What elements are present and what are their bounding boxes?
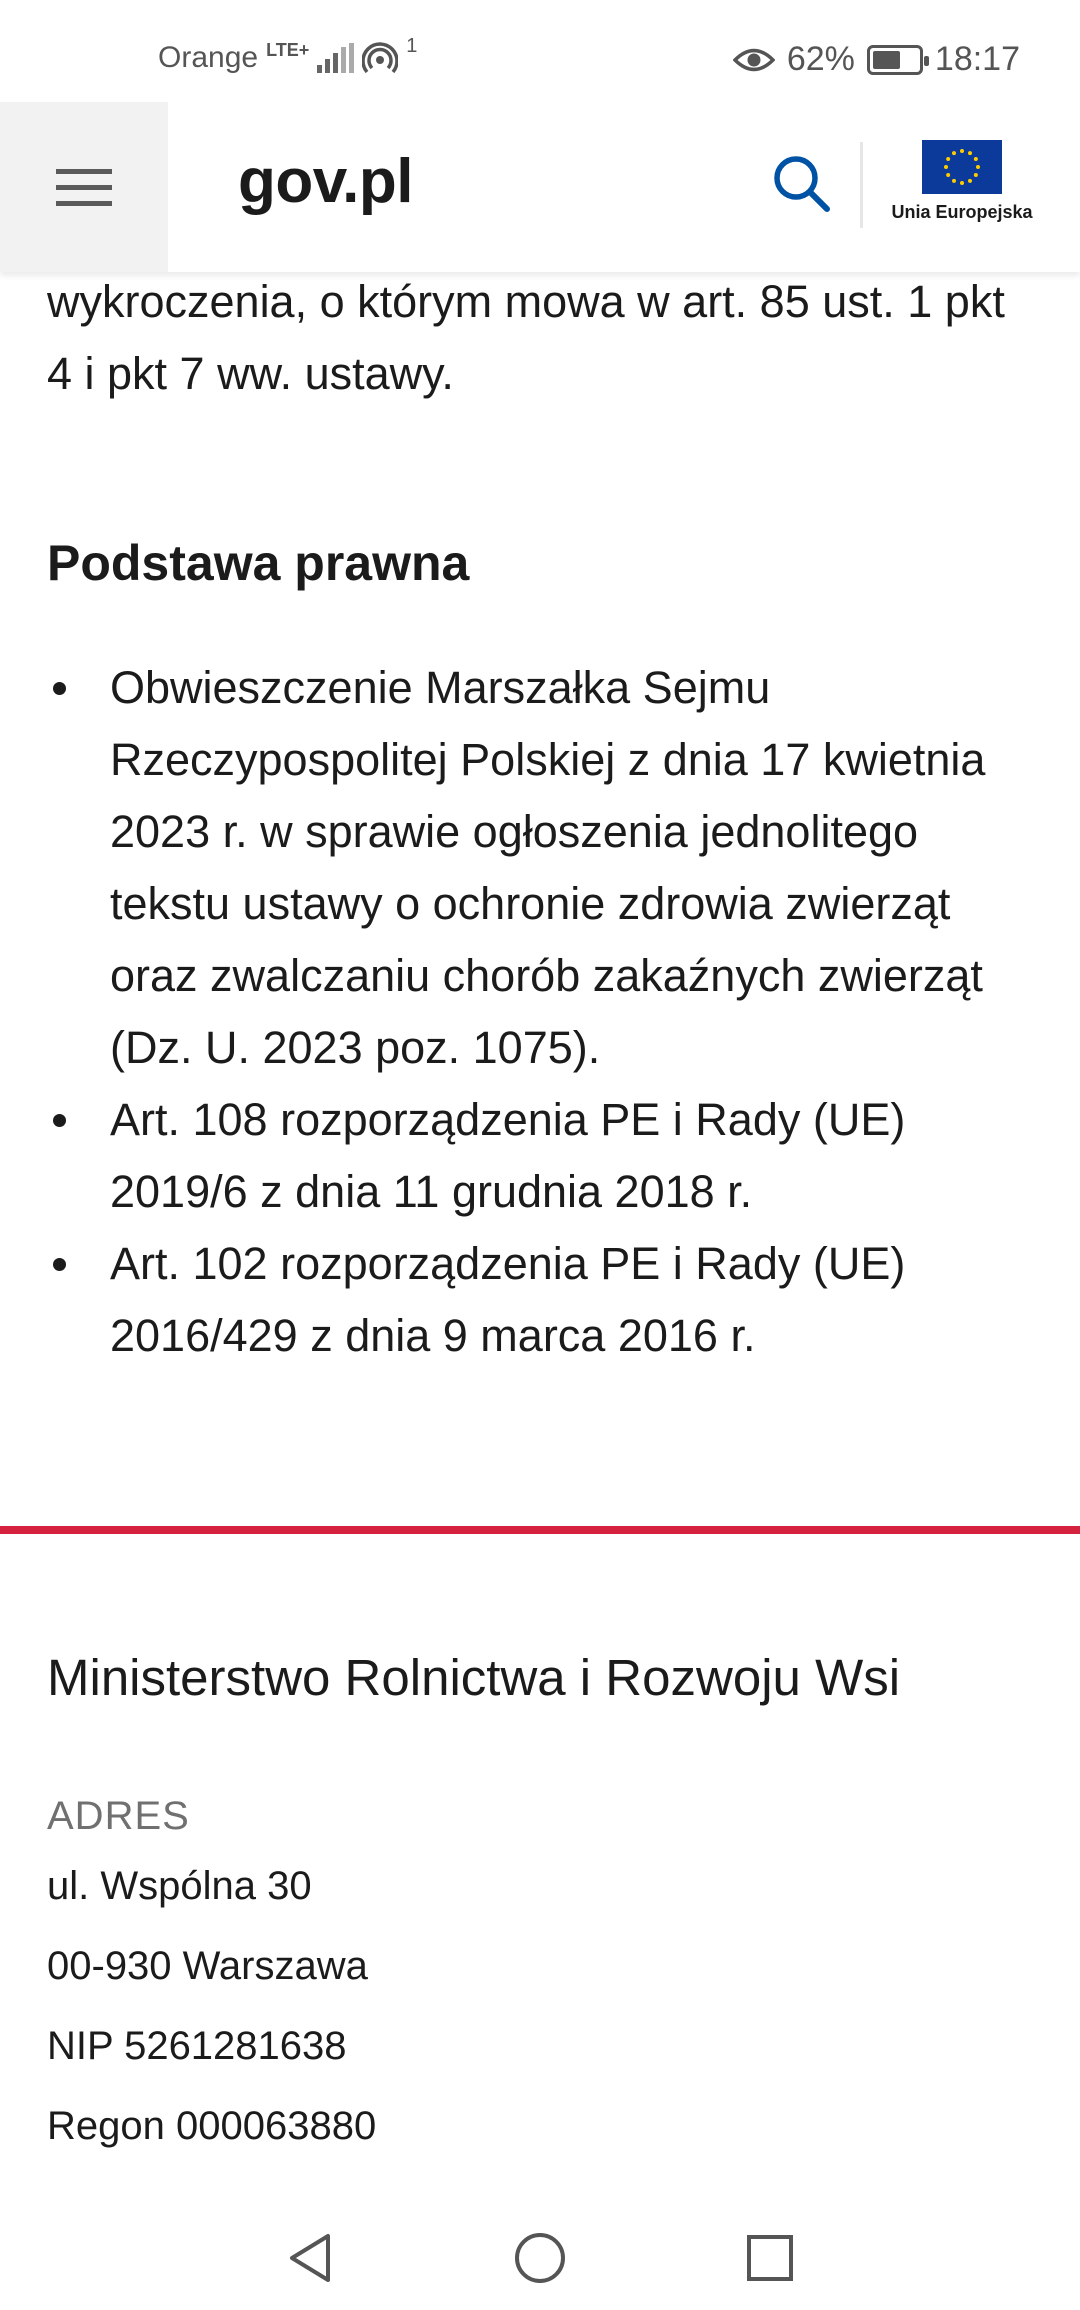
eu-star xyxy=(974,173,978,177)
address-street: ul. Wspólna 30 xyxy=(47,1864,312,1908)
eu-star xyxy=(968,179,972,183)
status-right xyxy=(733,40,1020,79)
site-logo[interactable]: gov.pl xyxy=(238,147,413,216)
eu-star xyxy=(944,165,948,169)
footer-divider xyxy=(0,1526,1080,1534)
hamburger-icon xyxy=(56,169,112,174)
eu-star xyxy=(960,181,964,185)
eu-star xyxy=(952,179,956,183)
eu-star xyxy=(946,157,950,161)
carrier-name: Orange xyxy=(158,41,259,74)
paragraph-tail xyxy=(47,266,1037,410)
status-bar xyxy=(0,0,1080,102)
list-item: Art. 102 rozporządzenia PE i Rady (UE) 2016/429 z dnia 9 marca 2016 r. xyxy=(47,1228,1037,1372)
eu-star xyxy=(976,165,980,169)
eu-logo[interactable] xyxy=(888,140,1036,223)
address-city: 00-930 Warszawa xyxy=(47,1944,368,1988)
hotspot-icon xyxy=(362,40,398,76)
site-header xyxy=(0,102,1080,272)
system-nav-bar xyxy=(0,2200,1080,2310)
hotspot-count: 1 xyxy=(406,34,418,57)
eu-star xyxy=(974,157,978,161)
list-item: Art. 108 rozporządzenia PE i Rady (UE) 2019/6 z dnia 11 grudnia 2018 r. xyxy=(47,1084,1037,1228)
nip-number: NIP 5261281638 xyxy=(47,2024,347,2068)
eu-star xyxy=(946,173,950,177)
back-icon[interactable] xyxy=(282,2228,342,2288)
header-divider xyxy=(860,142,863,228)
eye-comfort-icon xyxy=(733,45,775,75)
section-title: Podstawa prawna xyxy=(47,535,470,591)
list-item: Obwieszczenie Marszałka Sejmu Rzeczypospolitej Polskiej z dnia 17 kwietnia 2023 r. w sprawie ogłoszenia jednolitego tekstu ustawy o ochronie zdrowia zwierząt oraz zwalczaniu chorób zakaźnych zwierząt (Dz. U. 2023 poz. 1075). xyxy=(47,652,1037,1084)
legal-basis-list xyxy=(47,652,1037,1372)
clock: 18:17 xyxy=(934,40,1020,78)
home-icon[interactable] xyxy=(510,2228,570,2288)
paragraph-text: wykroczenia, o którym mowa w art. 85 ust. 1 pkt 4 i pkt 7 ww. ustawy. xyxy=(47,276,1005,399)
battery-percent: 62% xyxy=(786,40,855,78)
search-icon[interactable] xyxy=(770,152,834,216)
battery-level xyxy=(873,51,900,69)
eu-star xyxy=(960,149,964,153)
address-label: ADRES xyxy=(47,1794,190,1838)
regon-number: Regon 000063880 xyxy=(47,2104,377,2148)
battery-icon xyxy=(867,45,923,75)
network-type: LTE+ xyxy=(266,40,310,60)
menu-button[interactable] xyxy=(0,102,168,272)
recents-icon[interactable] xyxy=(740,2228,800,2288)
ministry-name: Ministerstwo Rolnictwa i Rozwoju Wsi xyxy=(47,1649,901,1706)
status-left xyxy=(158,34,418,76)
eu-star xyxy=(952,151,956,155)
signal-icon xyxy=(317,43,354,73)
eu-label: Unia Europejska xyxy=(891,202,1033,222)
eu-star xyxy=(968,151,972,155)
eu-flag-icon xyxy=(922,140,1002,194)
